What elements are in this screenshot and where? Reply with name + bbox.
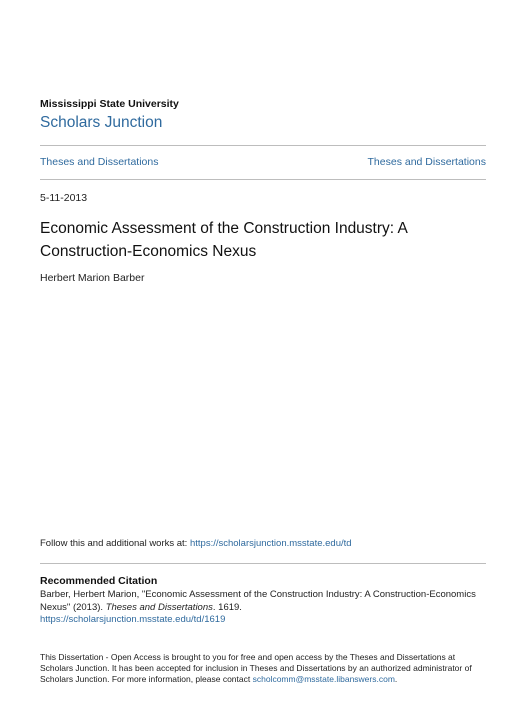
author-name: Herbert Marion Barber (40, 272, 145, 284)
institution-name: Mississippi State University (40, 98, 179, 110)
notice-line: Scholars Junction. It has been accepted for inclusion in Theses and Dissertations by an authorized administrator of (40, 663, 472, 673)
citation-link[interactable]: https://scholarsjunction.msstate.edu/td/1619 (40, 614, 226, 625)
notice-line: This Dissertation - Open Access is brought to you for free and open access by the Theses and Dissertations at (40, 652, 456, 662)
citation-heading: Recommended Citation (40, 575, 158, 587)
follow-line (40, 538, 352, 549)
contact-email-link[interactable]: scholcomm@msstate.libanswers.com (252, 674, 395, 684)
divider (40, 145, 486, 146)
document-title (40, 217, 486, 263)
access-notice (40, 652, 486, 685)
cover-page (40, 0, 486, 720)
collection-link-left[interactable]: Theses and Dissertations (40, 156, 159, 168)
repository-name[interactable]: Scholars Junction (40, 114, 163, 131)
citation-series: Theses and Dissertations (105, 601, 213, 613)
notice-segment: Scholars Junction. For more information, please contact (40, 674, 253, 684)
follow-text: Follow this and additional works at: (40, 538, 190, 549)
notice-line (40, 674, 486, 685)
citation-text (40, 589, 486, 627)
collection-link-right[interactable]: Theses and Dissertations (367, 156, 486, 168)
follow-link[interactable]: https://scholarsjunction.msstate.edu/td (189, 538, 352, 549)
title-line: Economic Assessment of the Construction Industry: A (40, 220, 408, 237)
publication-date: 5-11-2013 (40, 192, 88, 204)
notice-segment: . (394, 674, 398, 684)
citation-line (40, 602, 486, 615)
citation-line: Barber, Herbert Marion, "Economic Assessment of the Construction Industry: A Construction-Economics (40, 589, 476, 600)
citation-segment: Nexus" (2013). (40, 601, 106, 613)
citation-segment: . 1619. (212, 601, 242, 613)
divider (40, 563, 486, 564)
divider (40, 179, 486, 180)
title-line: Construction-Economics Nexus (40, 243, 257, 260)
